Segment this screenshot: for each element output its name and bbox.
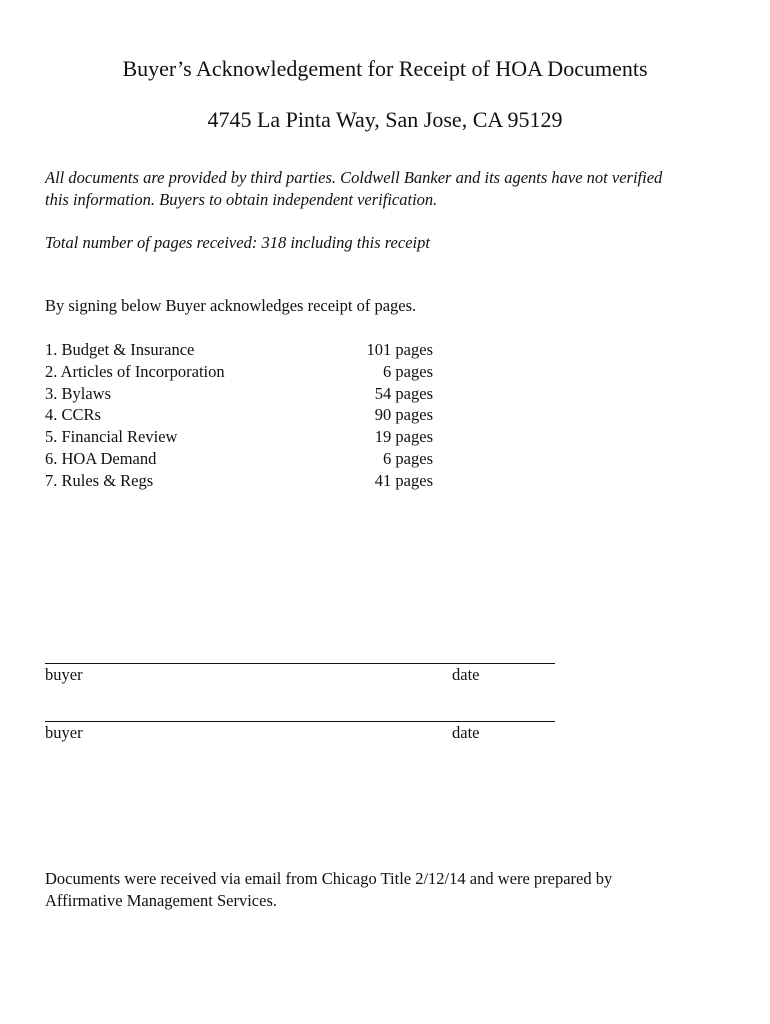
list-item [45,362,445,384]
item-label: 4. CCRs [45,405,101,425]
item-page-count: 41 pages [374,470,433,490]
acknowledgement-statement: By signing below Buyer acknowledges receipt of pages. [45,296,417,315]
property-address: 4745 La Pinta Way, San Jose, CA 95129 [207,107,563,132]
disclaimer-line-2: this information. Buyers to obtain independent verification. [45,190,438,209]
signature-block-1 [45,663,555,693]
item-page-count: 90 pages [374,405,433,425]
item-label: 3. Bylaws [45,383,111,403]
document-title: Buyer’s Acknowledgement for Receipt of HOA Documents [122,56,648,81]
disclaimer-line-1: All documents are provided by third parties. Coldwell Banker and its agents have not verified [45,168,663,187]
item-label: 6. HOA Demand [45,448,157,468]
item-label: 5. Financial Review [45,427,178,447]
document-list [45,340,445,493]
item-page-count: 6 pages [383,448,433,468]
list-item [45,471,445,493]
item-label: 1. Budget & Insurance [45,340,195,359]
item-page-count: 6 pages [383,361,433,381]
total-pages-line: Total number of pages received: 318 including this receipt [45,233,430,252]
signature-line[interactable] [45,663,555,664]
date-label: date [452,723,480,742]
signature-block-2 [45,721,555,751]
buyer-label: buyer [45,665,83,684]
buyer-label: buyer [45,723,83,742]
footer-line-2: Affirmative Management Services. [45,891,277,910]
item-label: 7. Rules & Regs [45,470,154,490]
footer-line-1: Documents were received via email from Chicago Title 2/12/14 and were prepared by [45,869,613,888]
list-item [45,340,445,362]
list-item [45,405,445,427]
item-page-count: 54 pages [374,383,433,403]
list-item [45,449,445,471]
date-label: date [452,665,480,684]
list-item [45,384,445,406]
item-page-count: 101 pages [366,340,433,359]
signature-line[interactable] [45,721,555,722]
list-item [45,427,445,449]
item-page-count: 19 pages [374,427,433,447]
item-label: 2. Articles of Incorporation [45,361,225,381]
